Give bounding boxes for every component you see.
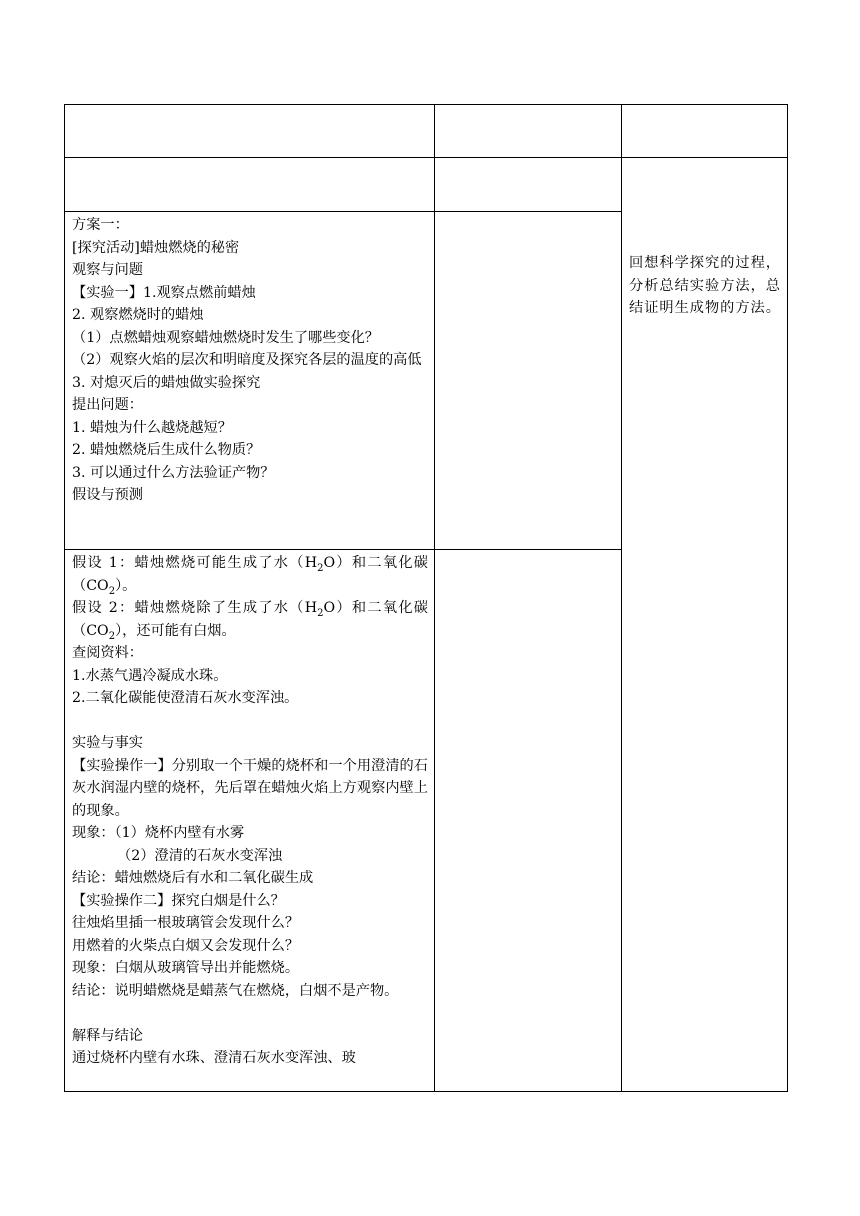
activity-line: 2. 蜡烛燃烧后生成什么物质？ xyxy=(72,442,261,458)
fact-line: 【实验操作一】分别取一个干燥的烧杯和一个用澄清的石灰水润湿内壁的烧杯，先后罩在蜡烛火焰上方观察内壁上的现象。 xyxy=(72,757,428,819)
lesson-table xyxy=(64,104,788,1092)
fact-line: （2）澄清的石灰水变浑浊 xyxy=(72,847,283,864)
fact-line: 结论：蜡烛燃烧后有水和二氧化碳生成 xyxy=(72,870,314,886)
experiment-text xyxy=(65,550,434,1070)
fact-line: 现象：白烟从玻璃管导出并能燃烧。 xyxy=(72,960,300,976)
activity-line: 假设与预测 xyxy=(72,487,143,503)
fact-lines xyxy=(72,732,428,1002)
reference-line: 2.二氧化碳能使澄清石灰水变浑浊。 xyxy=(72,690,299,706)
activity-line: 2. 观察燃烧时的蜡烛 xyxy=(72,307,204,323)
reference-line: 1.水蒸气遇冷凝成水珠。 xyxy=(72,667,228,684)
fact-line: 【实验操作二】探究白烟是什么？ xyxy=(72,892,285,909)
hypothesis-1: 假设 1：蜡烛燃烧可能生成了水$(H_2O)$和二氧化碳$(CO_2)$。 xyxy=(72,555,428,597)
table-cell-empty xyxy=(435,550,622,1092)
conclusion-line: 通过烧杯内壁有水珠、澄清石灰水变浑浊、玻 xyxy=(72,1050,356,1066)
activity-line: 提出问题： xyxy=(72,397,143,413)
activity-cell xyxy=(65,212,435,550)
reference-lines xyxy=(72,642,428,710)
table-cell-empty xyxy=(435,158,622,212)
activity-line: （2）观察火焰的层次和明暗度及探究各层的温度的高低 xyxy=(72,352,422,368)
fact-line: 往烛焰里插一根玻璃管会发现什么？ xyxy=(72,915,300,931)
teaching-intent-cell xyxy=(622,158,788,1092)
table-cell-empty xyxy=(435,105,622,158)
fact-line: 实验与事实 xyxy=(72,735,143,751)
conclusion-lines xyxy=(72,1025,428,1070)
activity-line: 3. 对熄灭后的蜡烛做实验探究 xyxy=(72,374,261,391)
activity-line: 【实验一】1.观察点燃前蜡烛 xyxy=(72,284,256,301)
fact-line: 用燃着的火柴点白烟又会发现什么？ xyxy=(72,937,300,954)
table-cell-empty xyxy=(435,212,622,550)
side-note: 回想科学探究的过程，分析总结实验方法，总结证明生成物的方法。 xyxy=(629,255,781,316)
activity-text xyxy=(65,212,434,507)
activity-line: [探究活动]蜡烛燃烧的秘密 xyxy=(72,239,240,256)
activity-line: 方案一： xyxy=(72,217,129,233)
activity-line: 3. 可以通过什么方法验证产物？ xyxy=(72,464,275,481)
activity-line: 观察与问题 xyxy=(72,262,143,278)
activity-line: 1. 蜡烛为什么越烧越短？ xyxy=(72,419,232,436)
hypothesis-2: 假设 2：蜡烛燃烧除了生成了水$(H_2O)$和二氧化碳$(CO_2)$，还可能有白烟。 xyxy=(72,600,428,642)
table-cell-empty xyxy=(65,158,435,212)
table-cell-empty xyxy=(622,105,788,158)
table-cell-empty xyxy=(65,105,435,158)
fact-line: 结论：说明蜡燃烧是蜡蒸气在燃烧，白烟不是产物。 xyxy=(72,982,399,999)
activity-line: （1）点燃蜡烛观察蜡烛燃烧时发生了哪些变化？ xyxy=(72,329,379,346)
reference-line: 查阅资料： xyxy=(72,645,143,661)
conclusion-line: 解释与结论 xyxy=(72,1027,143,1044)
fact-line: 现象：（1）烧杯内壁有水雾 xyxy=(72,825,245,841)
experiment-cell xyxy=(65,550,435,1092)
